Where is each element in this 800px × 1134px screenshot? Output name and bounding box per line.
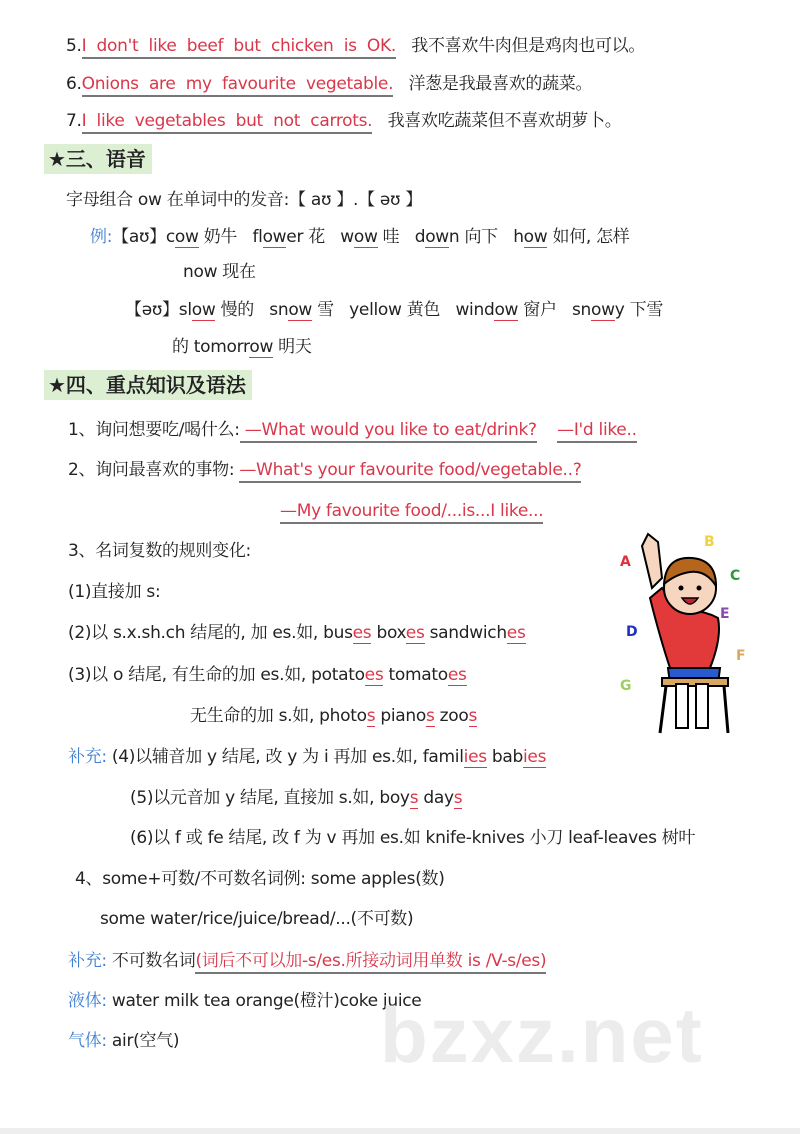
highlighted-text: es <box>352 623 372 643</box>
grammar-2 <box>68 458 581 482</box>
text-segment: 【əʊ】sl <box>125 300 192 320</box>
highlighted-text: —My favourite food/...is...I like... <box>280 501 543 524</box>
grammar-4 <box>75 867 445 891</box>
text-segment: box <box>371 623 406 643</box>
text-segment: (6)以 f 或 fe 结尾, 改 f 为 v 再加 es.如 knife-knives 小刀 leaf-leaves 树叶 <box>130 828 696 848</box>
text-segment: 2、询问最喜欢的事物: <box>68 460 240 480</box>
text-segment: (3)以 o 结尾, 有生命的加 es.如, potato <box>68 665 365 685</box>
highlighted-text: s <box>366 706 376 726</box>
text-segment: er 花 w <box>286 227 354 247</box>
label-text: 液体: <box>68 991 107 1011</box>
highlighted-text: ow <box>425 227 449 247</box>
rule-2 <box>68 621 526 645</box>
highlighted-text: es <box>405 623 425 643</box>
text-segment: 1、询问想要吃/喝什么: <box>68 420 240 440</box>
highlighted-text: —What would you like to eat/drink? <box>240 420 537 443</box>
text-segment: air(空气) <box>106 1031 180 1051</box>
text-segment: 7. <box>66 111 82 131</box>
highlighted-text: I don't like beef but chicken is OK. <box>82 36 396 59</box>
text-segment: 慢的 sn <box>215 300 289 320</box>
highlighted-text: ow <box>262 227 287 247</box>
highlighted-text: ow <box>494 300 519 320</box>
highlighted-text: ow <box>249 337 274 357</box>
text-segment: 5. <box>66 36 82 56</box>
text-segment: 哇 d <box>377 227 426 247</box>
text-segment: bab <box>486 747 523 767</box>
highlighted-text: ow <box>174 227 199 247</box>
highlighted-text: s <box>409 788 419 808</box>
page-bottom-edge <box>0 1128 800 1134</box>
highlighted-text: ow <box>523 227 548 247</box>
highlighted-text: (词后不可以加-s/es.所接动词用单数 is /V-s/es) <box>195 951 546 974</box>
highlighted-text: ow <box>353 227 378 247</box>
text-segment: 的 tomorr <box>172 337 250 357</box>
text-segment: now 现在 <box>183 262 256 282</box>
sentence-7 <box>66 109 621 133</box>
highlighted-text: s <box>453 788 463 808</box>
section-heading-phonics: ★三、语音 <box>44 144 152 174</box>
highlighted-text: es <box>506 623 526 643</box>
text-segment: (2)以 s.x.sh.ch 结尾的, 加 es.如, bus <box>68 623 353 643</box>
grammar-4b <box>100 907 413 931</box>
letter-e: E <box>720 606 730 622</box>
text-segment: 我不喜欢牛肉但是鸡肉也可以。 <box>395 36 646 56</box>
highlighted-text: —I'd like.. <box>557 420 637 443</box>
au-examples-cont <box>183 260 256 284</box>
text-segment: 6. <box>66 74 82 94</box>
letter-d: D <box>626 624 638 640</box>
uncountable-note <box>68 949 546 973</box>
text-segment: n 向下 h <box>448 227 524 247</box>
highlighted-text: ow <box>591 300 615 320</box>
text-segment: 窗户 sn <box>518 300 592 320</box>
highlighted-text: ies <box>463 747 487 767</box>
grammar-2-answer <box>280 499 543 523</box>
text-segment: 我喜欢吃蔬菜但不喜欢胡萝卜。 <box>372 111 622 131</box>
highlighted-text: ow <box>191 300 216 320</box>
text-segment: y 下雪 <box>614 300 664 320</box>
letter-b: B <box>704 534 715 550</box>
sentence-6 <box>66 72 592 96</box>
label-text: 补充: <box>68 951 107 971</box>
highlighted-text: s <box>468 706 478 726</box>
rule-3b <box>190 704 477 728</box>
text-segment: piano <box>375 706 426 726</box>
highlighted-text: ow <box>288 300 313 320</box>
rule-4 <box>68 745 546 769</box>
text-segment: 无生命的加 s.如, photo <box>190 706 367 726</box>
section-heading-grammar: ★四、重点知识及语法 <box>44 370 252 400</box>
letter-a: A <box>620 554 631 570</box>
highlighted-text: I like vegetables but not carrots. <box>82 111 373 134</box>
ow-intro <box>66 188 422 212</box>
text-segment: 如何, 怎样 <box>547 227 630 247</box>
text-segment: tomato <box>383 665 448 685</box>
text-segment: 洋葱是我最喜欢的蔬菜。 <box>393 74 593 94</box>
au-examples <box>90 225 630 249</box>
label-text: 气体: <box>68 1031 107 1051</box>
liquids <box>68 989 421 1013</box>
gases <box>68 1029 179 1053</box>
text-segment: water milk tea orange(橙汁)coke juice <box>106 991 422 1011</box>
text-segment <box>537 420 557 440</box>
ou-examples-cont <box>172 335 312 359</box>
text-segment: day <box>418 788 454 808</box>
text-segment: 明天 <box>273 337 312 357</box>
ou-examples <box>125 298 663 322</box>
text-segment: 不可数名词 <box>106 951 196 971</box>
text-segment: zoo <box>434 706 469 726</box>
highlighted-text: —What's your favourite food/vegetable..? <box>239 460 581 483</box>
text-segment: 字母组合 ow 在单词中的发音:【 aʊ 】.【 əʊ 】 <box>66 190 423 210</box>
text-segment: 3、名词复数的规则变化: <box>68 541 251 561</box>
text-segment: 雪 yellow 黄色 wind <box>312 300 495 320</box>
rule-5 <box>130 786 462 810</box>
rule-6 <box>130 826 695 850</box>
highlighted-text: s <box>426 706 435 726</box>
text-segment: 【aʊ】c <box>112 227 175 247</box>
boy-raising-hand-illustration <box>610 528 760 738</box>
letter-g: G <box>620 678 632 694</box>
text-segment: sandwich <box>424 623 507 643</box>
letter-f: F <box>736 648 746 664</box>
highlighted-text: ies <box>523 747 547 767</box>
text-segment: some water/rice/juice/bread/...(不可数) <box>100 909 414 929</box>
label-text: 补充: <box>68 747 107 767</box>
highlighted-text: es <box>364 665 384 685</box>
text-segment: (5)以元音加 y 结尾, 直接加 s.如, boy <box>130 788 410 808</box>
watermark: bzxz.net <box>380 991 704 1079</box>
grammar-3 <box>68 539 251 563</box>
sentence-5 <box>66 34 645 58</box>
grammar-1 <box>68 418 637 442</box>
text-segment: 奶牛 fl <box>198 227 263 247</box>
rule-1 <box>68 580 160 604</box>
text-segment: (1)直接加 s: <box>68 582 161 602</box>
text-segment: (4)以辅音加 y 结尾, 改 y 为 i 再加 es.如, famil <box>106 747 464 767</box>
highlighted-text: Onions are my favourite vegetable. <box>82 74 394 97</box>
rule-3 <box>68 663 467 687</box>
letter-c: C <box>730 568 741 584</box>
highlighted-text: es <box>447 665 467 685</box>
label-text: 例: <box>90 227 113 247</box>
text-segment: 4、some+可数/不可数名词例: some apples(数) <box>75 869 445 889</box>
